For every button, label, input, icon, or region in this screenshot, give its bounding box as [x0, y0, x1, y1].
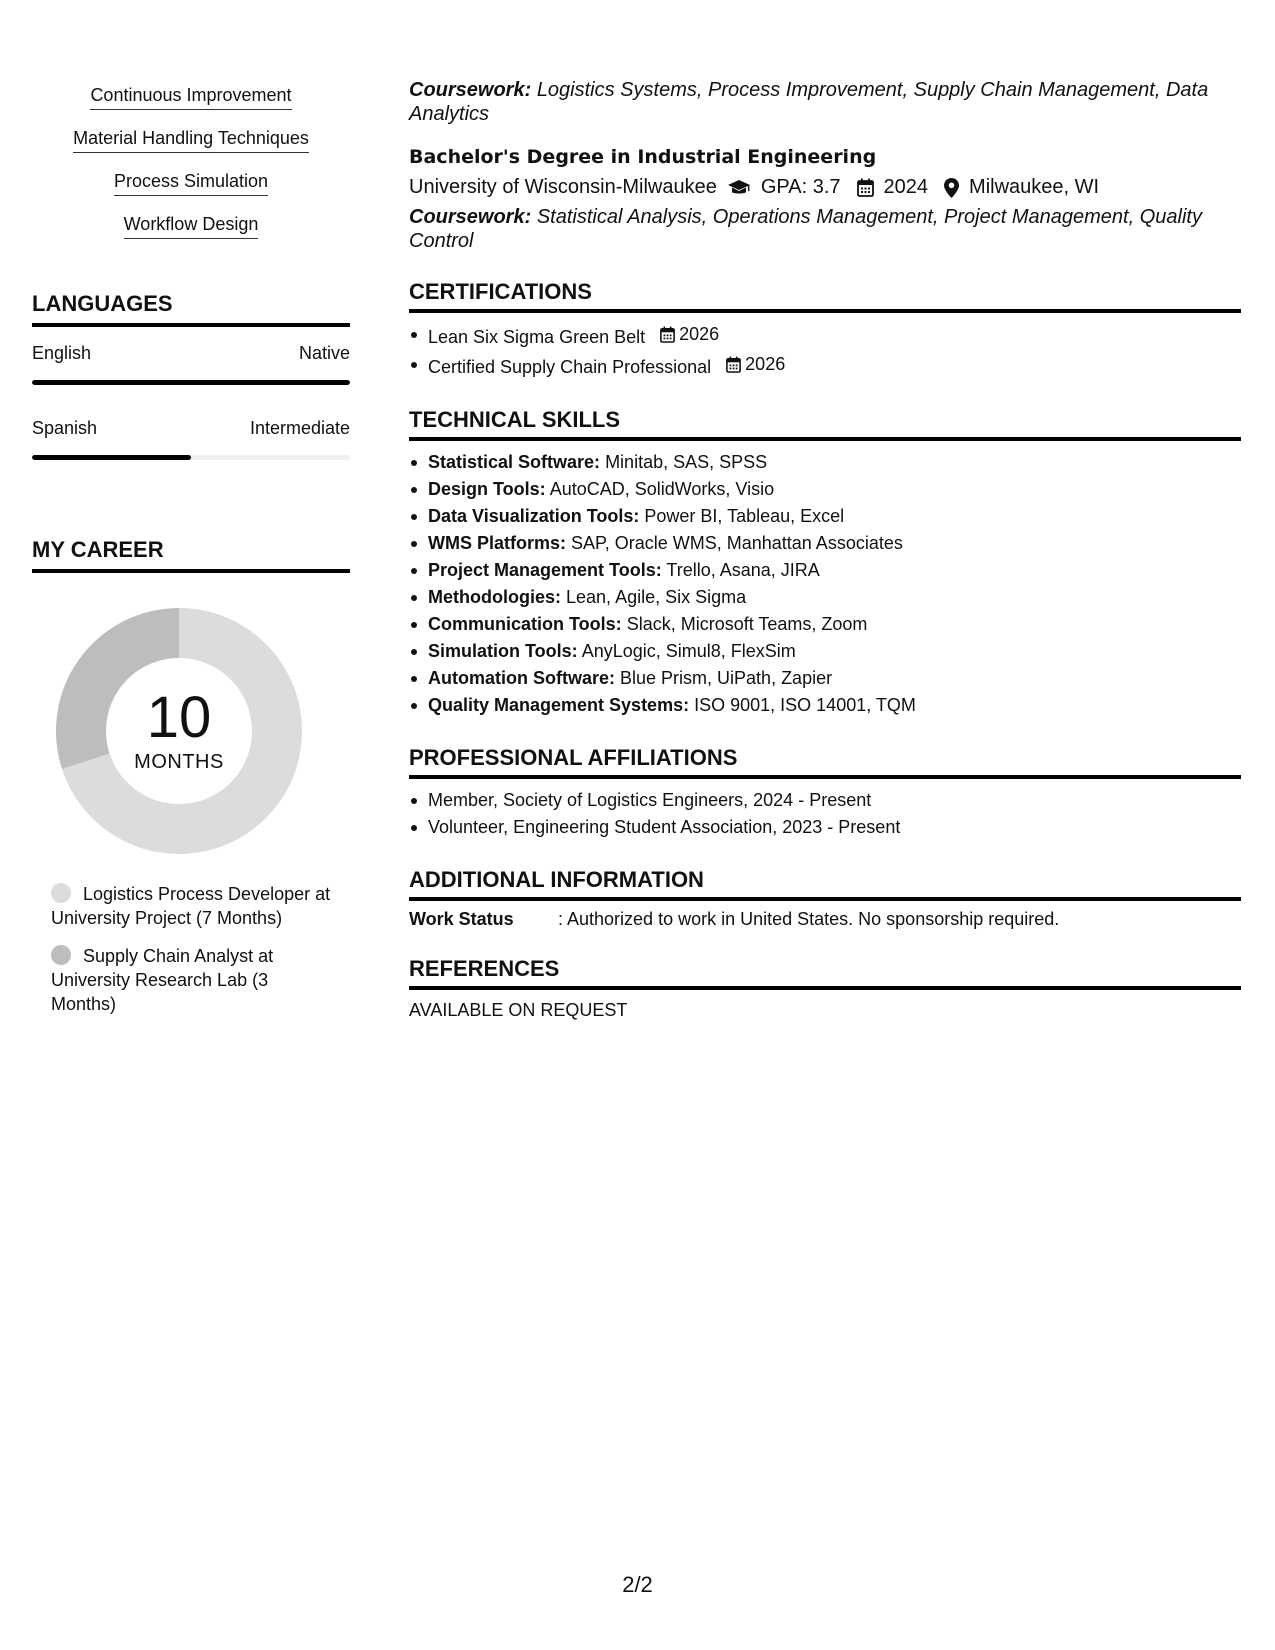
skill-category: Design Tools:: [428, 479, 546, 499]
calendar-icon: [857, 178, 874, 197]
skill-category: Statistical Software:: [428, 452, 601, 472]
skill-category: Project Management Tools:: [428, 560, 662, 580]
work-status-value: : Authorized to work in United States. No sponsorship required.: [558, 909, 1060, 929]
skill-value: Minitab, SAS, SPSS: [605, 452, 768, 472]
skill-value: Slack, Microsoft Teams, Zoom: [626, 614, 868, 634]
skill-category: Automation Software:: [428, 668, 615, 688]
skill-category: Communication Tools:: [428, 614, 622, 634]
coursework-text: Logistics Systems, Process Improvement, Supply Chain Management, Data Analytics: [409, 79, 1209, 125]
calendar-icon: [660, 326, 675, 343]
legend-item: [51, 882, 331, 930]
skill-value: SAP, Oracle WMS, Manhattan Associates: [571, 533, 903, 553]
donut-center: [56, 608, 302, 854]
legend-dot: [51, 883, 71, 903]
references-title: REFERENCES: [409, 956, 1241, 990]
work-status-row: [409, 909, 1241, 930]
affiliations-list: [409, 787, 1241, 841]
certification-year: 2026: [745, 354, 786, 374]
main-content: [409, 78, 1241, 1021]
coursework-label: Coursework:: [409, 79, 532, 101]
skill-tag: Process Simulation: [114, 170, 268, 196]
affiliation-item: Member, Society of Logistics Engineers, 2024 - Present: [409, 787, 1241, 814]
gpa: GPA: 3.7: [760, 176, 841, 198]
skill-category: Data Visualization Tools:: [428, 506, 640, 526]
education-meta: [409, 176, 1241, 199]
language-level: Native: [298, 343, 350, 363]
skill-value: ISO 9001, ISO 14001, TQM: [694, 695, 916, 715]
language-name: English: [32, 343, 92, 363]
page-number: 2/2: [622, 1572, 653, 1597]
work-status-label: Work Status: [409, 909, 514, 929]
legend-dot: [51, 945, 71, 965]
certifications-title: CERTIFICATIONS: [409, 279, 1241, 313]
degree-title: Bachelor's Degree in Industrial Engineering: [409, 146, 877, 168]
skill-category: Quality Management Systems:: [428, 695, 690, 715]
coursework-label: Coursework:: [409, 206, 532, 228]
language-bar: [32, 380, 350, 385]
skill-value: Trello, Asana, JIRA: [666, 560, 820, 580]
skill-value: Blue Prism, UiPath, Zapier: [620, 668, 833, 688]
graduation-cap-icon: [727, 179, 751, 197]
references-text: AVAILABLE ON REQUEST: [409, 1000, 628, 1020]
coursework: [409, 205, 1241, 253]
technical-skills-title: TECHNICAL SKILLS: [409, 407, 1241, 441]
coursework: [409, 78, 1241, 126]
legend-label: Supply Chain Analyst at University Research Lab (3 Months): [51, 946, 274, 1014]
language-bar-fill: [32, 380, 350, 385]
coursework-text: Statistical Analysis, Operations Management, Project Management, Quality Control: [409, 206, 1202, 252]
skill-value: AnyLogic, Simul8, FlexSim: [581, 641, 796, 661]
skill-value: AutoCAD, SolidWorks, Visio: [549, 479, 775, 499]
skill-tag: Workflow Design: [124, 213, 259, 239]
language-item: [32, 343, 350, 385]
certification-name: Lean Six Sigma Green Belt: [428, 327, 646, 347]
skill-value: Lean, Agile, Six Sigma: [566, 587, 747, 607]
language-name: Spanish: [32, 418, 98, 438]
legend-label: Logistics Process Developer at University Project (7 Months): [51, 884, 331, 928]
school-name: University of Wisconsin-Milwaukee: [409, 176, 717, 198]
skill-item: [409, 503, 1241, 530]
skill-tag: Material Handling Techniques: [73, 127, 309, 153]
language-bar: [32, 455, 350, 460]
career-title: MY CAREER: [32, 537, 350, 573]
skill-category: Methodologies:: [428, 587, 561, 607]
languages-section: [32, 291, 350, 460]
graduation-year: 2024: [883, 176, 929, 198]
additional-info-title: ADDITIONAL INFORMATION: [409, 867, 1241, 901]
sidebar: [32, 84, 350, 1030]
skill-tag: Continuous Improvement: [90, 84, 291, 110]
language-level: Intermediate: [249, 418, 350, 438]
skill-tags: [32, 84, 350, 256]
skill-item: [409, 476, 1241, 503]
language-item: [32, 418, 350, 460]
education-location: Milwaukee, WI: [969, 176, 1100, 198]
location-pin-icon: [944, 178, 959, 198]
skill-item: [409, 449, 1241, 476]
skill-category: Simulation Tools:: [428, 641, 578, 661]
certifications-list: [409, 321, 1241, 381]
technical-skills-list: [409, 449, 1241, 719]
languages-title: LANGUAGES: [32, 291, 350, 327]
career-legend: [51, 882, 331, 1016]
career-total: 10: [146, 684, 212, 750]
career-section: [32, 537, 350, 1016]
career-donut-chart: [56, 608, 302, 854]
skill-item: [409, 638, 1241, 665]
language-bar-fill: [32, 455, 191, 460]
skill-item: [409, 530, 1241, 557]
career-unit: MONTHS: [134, 750, 224, 773]
affiliation-item: Volunteer, Engineering Student Association, 2023 - Present: [409, 814, 1241, 841]
skill-category: WMS Platforms:: [428, 533, 567, 553]
certification-name: Certified Supply Chain Professional: [428, 357, 712, 377]
skill-item: [409, 665, 1241, 692]
affiliations-title: PROFESSIONAL AFFILIATIONS: [409, 745, 1241, 779]
calendar-icon: [726, 356, 741, 373]
certification-year: 2026: [679, 324, 720, 344]
skill-item: [409, 557, 1241, 584]
skill-item: [409, 692, 1241, 719]
skill-item: [409, 611, 1241, 638]
certification-item: [409, 351, 1241, 381]
skill-value: Power BI, Tableau, Excel: [644, 506, 845, 526]
certification-item: [409, 321, 1241, 351]
skill-item: [409, 584, 1241, 611]
legend-item: [51, 944, 331, 1016]
